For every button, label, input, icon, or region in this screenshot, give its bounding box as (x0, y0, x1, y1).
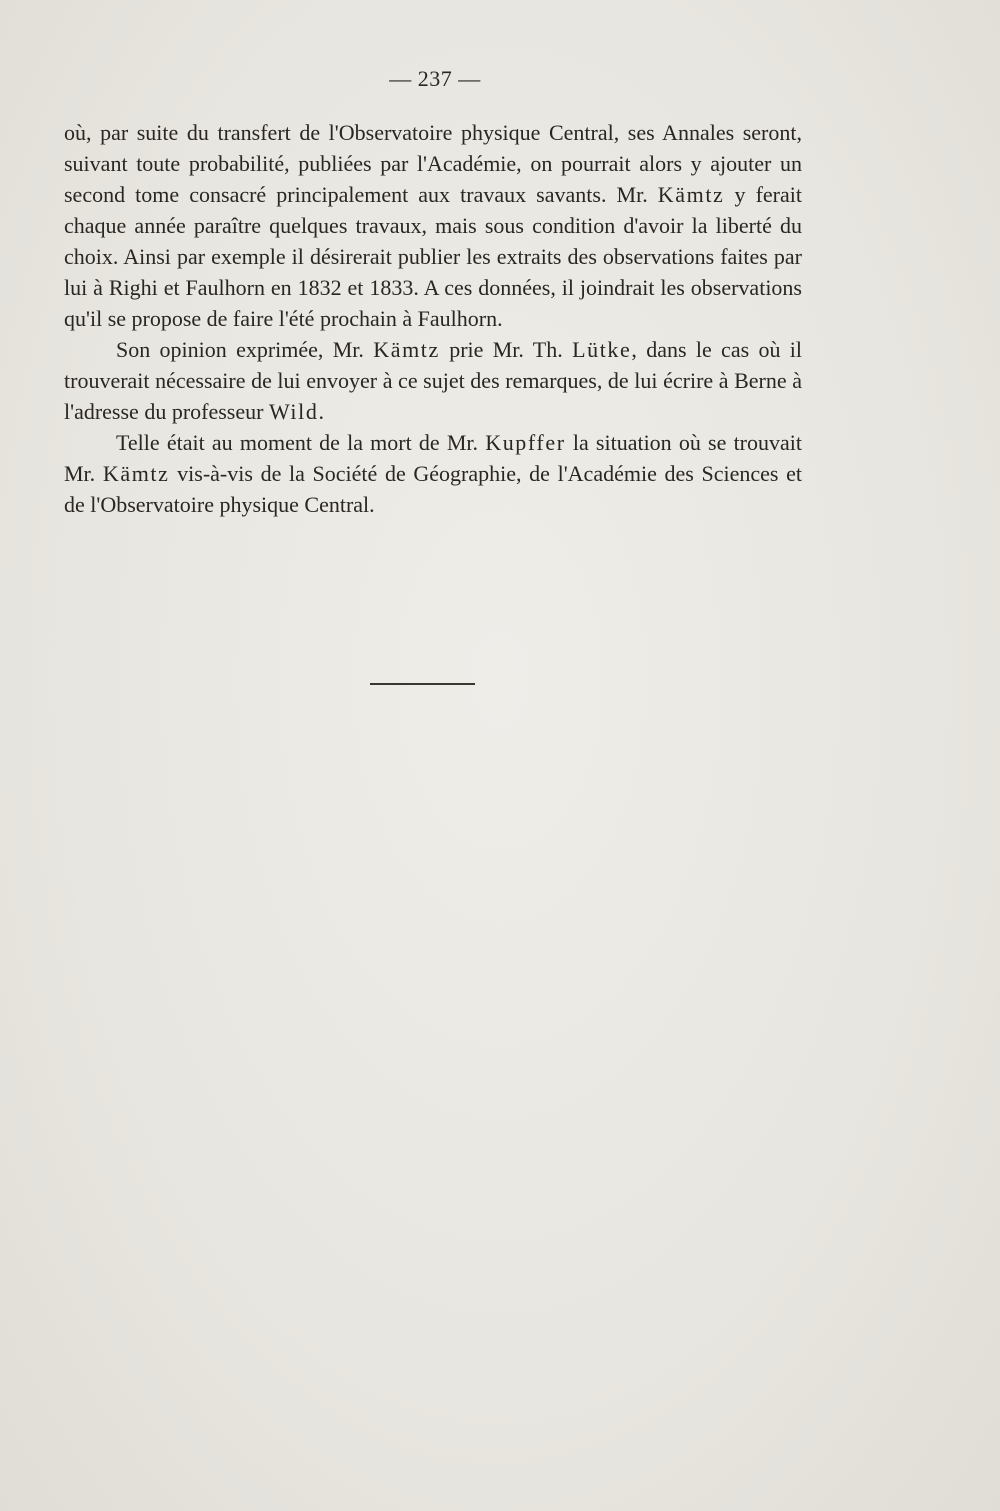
text-run: Son opinion exprimée, Mr. (116, 337, 374, 362)
spaced-name: Kupffer (485, 430, 566, 455)
text-run: Telle était au moment de la mort de Mr. (116, 430, 486, 455)
text-run: la situation où se trouvait Mr. (64, 430, 802, 486)
text-run: . (318, 399, 324, 424)
text-run: y ferait chaque année paraître quelques travaux, mais sous condition d'avoir la liberté du choix. Ainsi par exemple il désirerait publier les extraits des observations faites par lui à Righi et Faulhorn en 1832 et 1833. A ces données, il joindrait les observations qu'il se propose de faire l'été prochain à Faulhorn. (64, 182, 802, 331)
body-text (64, 117, 802, 520)
paragraph (64, 117, 802, 334)
paragraph (64, 334, 802, 427)
text-run: , dans le cas où il trouverait nécessaire de lui envoyer à ce sujet des remarques, de lui écrire à Berne à l'adresse du professeur (64, 337, 802, 424)
paragraph (64, 427, 802, 520)
spaced-name: Kämtz (102, 461, 170, 486)
spaced-name: Wild (268, 399, 319, 424)
page-number: — 237 — (389, 66, 481, 91)
text-run: vis-à-vis de la Société de Géographie, de l'Académie des Sciences et de l'Observatoire physique Central. (64, 461, 802, 517)
text-run: où, par suite du transfert de l'Observatoire physique Central, ses Annales seront, suivant toute probabilité, publiées par l'Académie, on pourrait alors y ajouter un second tome consacré principalement aux travaux savants. Mr. (64, 120, 802, 207)
text-run: prie Mr. Th. (439, 337, 573, 362)
spaced-name: Lütke (572, 337, 632, 362)
spaced-name: Kämtz (373, 337, 440, 362)
section-divider (370, 683, 475, 685)
spaced-name: Kämtz (657, 182, 725, 207)
